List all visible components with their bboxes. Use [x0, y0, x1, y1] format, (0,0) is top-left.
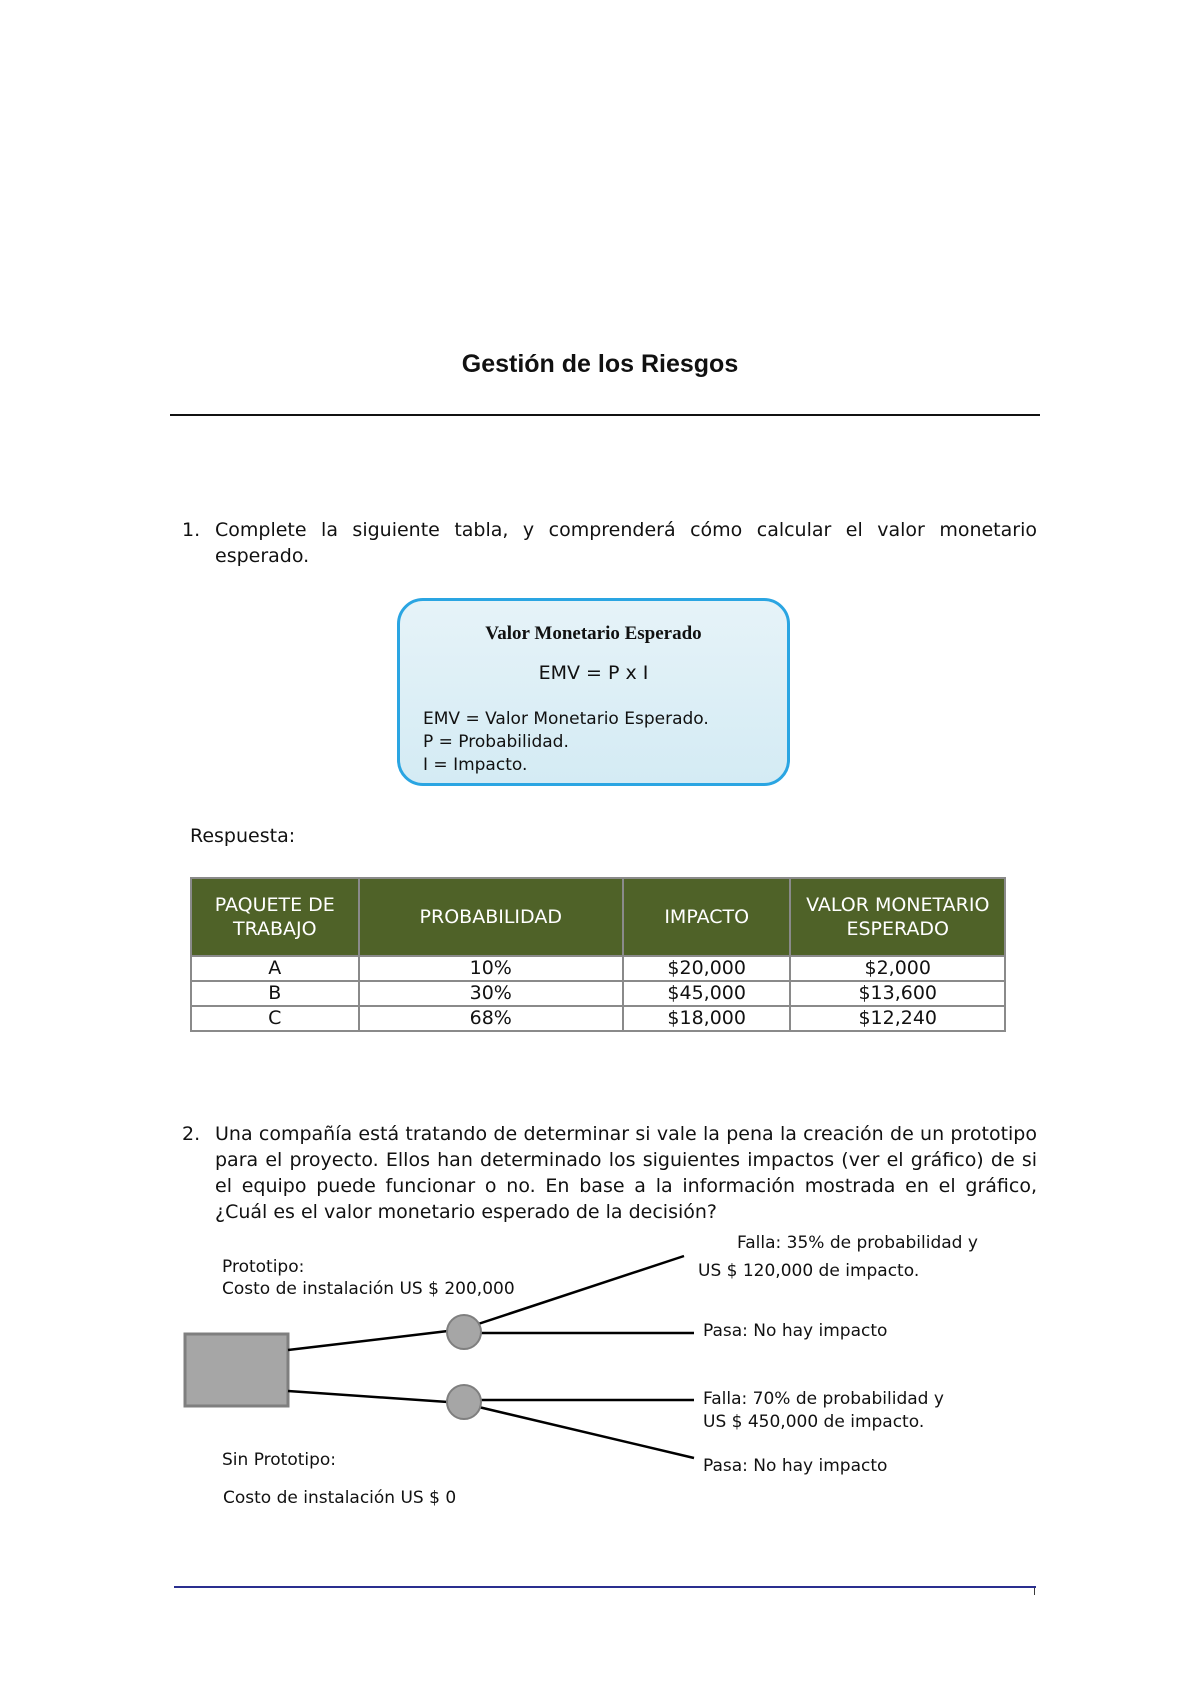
- table-cell: 10%: [359, 956, 623, 981]
- page-title: Gestión de los Riesgos: [461, 350, 739, 378]
- header-impact: IMPACTO: [623, 878, 791, 956]
- no-prototype-fail-impact: US $ 450,000 de impacto.: [703, 1412, 925, 1432]
- question-1-number: 1.: [182, 519, 201, 541]
- no-prototype-pass-branch: [466, 1404, 694, 1458]
- table-cell: B: [191, 981, 359, 1006]
- chance-node-prototype: [447, 1315, 481, 1349]
- footer-divider: [174, 1586, 1036, 1588]
- answer-label: Respuesta:: [190, 825, 296, 847]
- page-number: I: [1033, 1587, 1036, 1598]
- emv-definition: EMV = Valor Monetario Esperado.: [423, 709, 709, 729]
- table-cell: A: [191, 956, 359, 981]
- prototype-fail-impact: US $ 120,000 de impacto.: [698, 1261, 920, 1281]
- table-cell: $45,000: [623, 981, 791, 1006]
- table-cell: C: [191, 1006, 359, 1031]
- emv-box-title: Valor Monetario Esperado: [485, 623, 702, 644]
- header-probability: PROBABILIDAD: [359, 878, 623, 956]
- prototype-cost: Costo de instalación US $ 200,000: [222, 1279, 515, 1299]
- table-cell: $2,000: [790, 956, 1005, 981]
- table-cell: $18,000: [623, 1006, 791, 1031]
- impact-definition: I = Impacto.: [423, 755, 528, 775]
- table-cell: 30%: [359, 981, 623, 1006]
- header-work-package: PAQUETE DE TRABAJO: [191, 878, 359, 956]
- prototype-branch: [288, 1331, 448, 1350]
- table-cell: $20,000: [623, 956, 791, 981]
- prototype-label: Prototipo:: [222, 1257, 305, 1277]
- table-cell: $12,240: [790, 1006, 1005, 1031]
- no-prototype-pass-label: Pasa: No hay impacto: [703, 1456, 888, 1476]
- no-prototype-cost: Costo de instalación US $ 0: [223, 1488, 457, 1508]
- prototype-fail-label: Falla: 35% de probabilidad y: [737, 1233, 978, 1253]
- probability-definition: P = Probabilidad.: [423, 732, 569, 752]
- table-cell: $13,600: [790, 981, 1005, 1006]
- question-1-text: Complete la siguiente tabla, y comprenderá cómo calcular el valor monetario esperado.: [215, 519, 1037, 567]
- chance-node-no-prototype: [447, 1385, 481, 1419]
- no-prototype-label: Sin Prototipo:: [222, 1450, 337, 1470]
- no-prototype-fail-label: Falla: 70% de probabilidad y: [703, 1389, 944, 1409]
- emv-formula: EMV = P x I: [538, 662, 649, 684]
- no-prototype-branch: [288, 1391, 448, 1402]
- question-2-number: 2.: [182, 1123, 201, 1145]
- decision-node: [185, 1334, 288, 1406]
- header-expected-value: VALOR MONETARIO ESPERADO: [790, 878, 1005, 956]
- question-2-text: Una compañía está tratando de determinar si vale la pena la creación de un prototipo para el proyecto. Ellos han determinado los siguientes impactos (ver el gráfico) de si el equipo puede funcionar o no. En base a la información mostrada en el gráfico, ¿Cuál es el valor monetario esperado de la decisión?: [215, 1123, 1037, 1223]
- table-cell: 68%: [359, 1006, 623, 1031]
- prototype-pass-label: Pasa: No hay impacto: [703, 1321, 888, 1341]
